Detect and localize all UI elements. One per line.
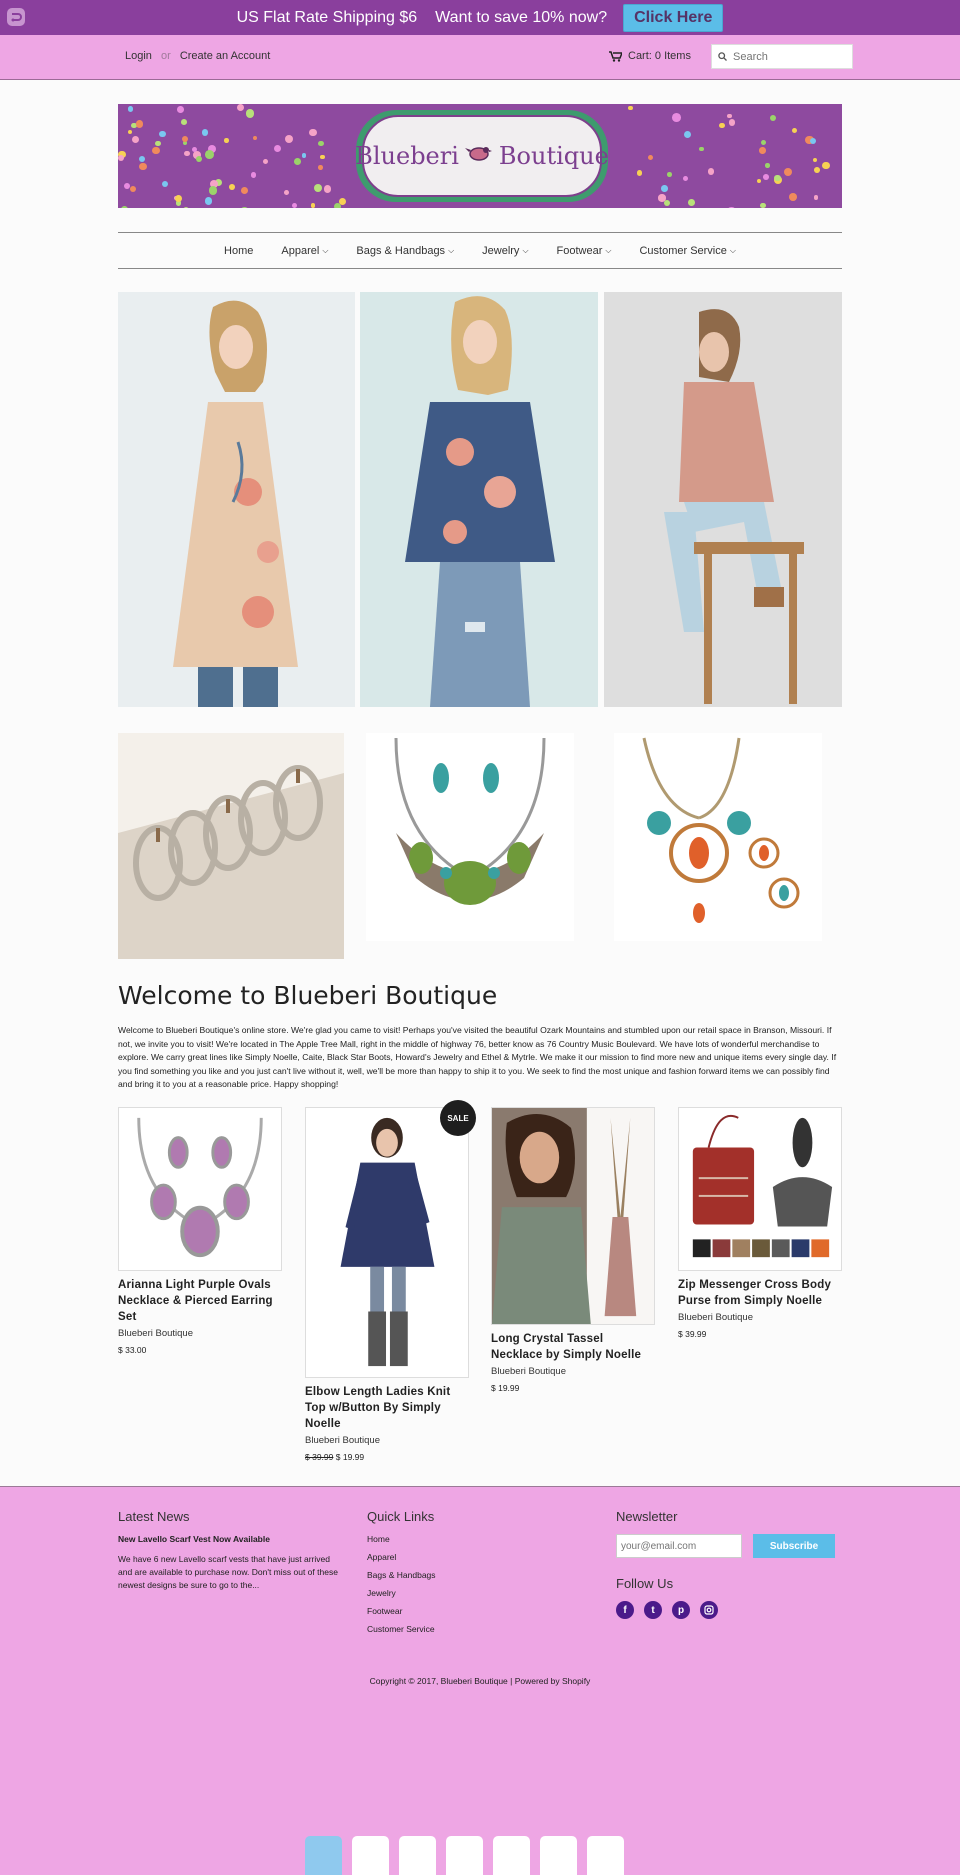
banner-dot bbox=[729, 119, 735, 125]
nav-jewelry-label: Jewelry bbox=[482, 244, 520, 257]
chevron-down-icon: ⌵ bbox=[448, 245, 455, 255]
payment-icon bbox=[493, 1836, 530, 1875]
banner-dot bbox=[184, 151, 190, 157]
product-image[interactable] bbox=[491, 1107, 655, 1325]
banner-dot bbox=[763, 174, 769, 180]
green-necklace-image[interactable] bbox=[366, 733, 574, 941]
store-banner[interactable] bbox=[118, 104, 842, 208]
banner-dot bbox=[263, 159, 269, 165]
banner-dot bbox=[684, 131, 691, 138]
nav-bags[interactable] bbox=[356, 245, 454, 257]
footer-link-footwear[interactable]: Footwear bbox=[367, 1606, 403, 1616]
banner-dot bbox=[324, 185, 331, 192]
search-input[interactable] bbox=[733, 51, 843, 63]
payment-icon bbox=[446, 1836, 483, 1875]
latest-news-heading: Latest News bbox=[118, 1509, 190, 1524]
banner-dot bbox=[224, 138, 229, 143]
hero-image-floral-tunic[interactable] bbox=[118, 292, 355, 707]
product-card[interactable] bbox=[678, 1107, 842, 1339]
chevron-down-icon: ⌵ bbox=[322, 245, 329, 255]
newsletter-heading: Newsletter bbox=[616, 1509, 678, 1524]
email-field[interactable] bbox=[616, 1534, 742, 1558]
product-price: $ 33.00 bbox=[118, 1345, 147, 1355]
subscribe-button[interactable]: Subscribe bbox=[753, 1534, 835, 1558]
banner-dot bbox=[241, 207, 247, 209]
banner-dot bbox=[118, 155, 124, 161]
banner-dot bbox=[285, 135, 293, 143]
banner-dot bbox=[760, 203, 766, 208]
facebook-icon[interactable]: f bbox=[616, 1601, 634, 1619]
quick-links-section bbox=[367, 1509, 436, 1642]
banner-dot bbox=[810, 138, 816, 144]
payment-icon bbox=[540, 1836, 577, 1875]
banner-dot bbox=[708, 168, 715, 175]
banner-dot bbox=[132, 136, 139, 143]
chevron-down-icon: ⌵ bbox=[729, 245, 736, 255]
nav-apparel-label: Apparel bbox=[281, 244, 320, 257]
footer-link-customer-service[interactable]: Customer Service bbox=[367, 1624, 435, 1634]
nav-footwear[interactable] bbox=[557, 245, 612, 257]
newsletter-section bbox=[616, 1509, 835, 1619]
logo-text-left: Blueberi bbox=[355, 142, 459, 170]
banner-dot bbox=[251, 172, 256, 177]
banner-dot bbox=[339, 198, 346, 205]
footer-link-home[interactable]: Home bbox=[367, 1534, 390, 1544]
copyright-text: Copyright © 2017, Blueberi Boutique | Powered by Shopify bbox=[369, 1676, 591, 1686]
banner-dot bbox=[757, 179, 761, 183]
banner-dot bbox=[309, 129, 317, 137]
banner-dot bbox=[152, 147, 159, 154]
promo-bar bbox=[0, 0, 960, 35]
hero-image-blush-top[interactable] bbox=[604, 292, 842, 707]
site-footer bbox=[0, 1486, 960, 1875]
follow-us-heading: Follow Us bbox=[616, 1576, 674, 1591]
news-post-title[interactable]: New Lavello Scarf Vest Now Available bbox=[118, 1534, 270, 1544]
create-account-link[interactable]: Create an Account bbox=[179, 50, 271, 62]
footer-link-jewelry[interactable]: Jewelry bbox=[367, 1588, 396, 1598]
product-image[interactable] bbox=[678, 1107, 842, 1271]
banner-dot bbox=[205, 197, 212, 204]
banner-dot bbox=[727, 207, 735, 208]
app-logo-icon bbox=[7, 8, 25, 26]
nav-home-label: Home bbox=[224, 244, 254, 257]
social-links bbox=[616, 1601, 835, 1619]
product-vendor: Blueberi Boutique bbox=[678, 1312, 753, 1323]
product-name[interactable]: Elbow Length Ladies Knit Top w/Button By Simply Noelle bbox=[305, 1386, 451, 1430]
nav-jewelry[interactable] bbox=[482, 245, 528, 257]
banner-dot bbox=[664, 200, 670, 206]
banner-dot bbox=[284, 190, 289, 195]
banner-dot bbox=[130, 186, 136, 192]
banner-dot bbox=[759, 147, 765, 153]
banner-dot bbox=[128, 130, 133, 135]
banner-dot bbox=[672, 113, 681, 122]
login-link[interactable]: Login bbox=[125, 50, 152, 62]
banner-dot bbox=[229, 184, 235, 190]
payment-icon bbox=[352, 1836, 389, 1875]
banner-dot bbox=[814, 195, 819, 200]
banner-dot bbox=[770, 115, 776, 121]
banner-dot bbox=[320, 155, 324, 159]
banner-dot bbox=[202, 129, 208, 135]
payment-icon bbox=[399, 1836, 436, 1875]
bracelets-image[interactable] bbox=[118, 733, 344, 959]
product-price: $ 39.99 bbox=[678, 1329, 707, 1339]
banner-dot bbox=[699, 147, 703, 151]
product-sale-price: $ 19.99 bbox=[335, 1452, 365, 1462]
banner-dot bbox=[205, 150, 214, 159]
nav-footwear-label: Footwear bbox=[556, 244, 603, 257]
banner-dot bbox=[183, 207, 189, 208]
instagram-icon[interactable] bbox=[700, 1601, 718, 1619]
chevron-down-icon: ⌵ bbox=[522, 245, 529, 255]
welcome-title: Welcome to Blueberi Boutique bbox=[118, 981, 498, 1010]
banner-dot bbox=[784, 168, 792, 176]
logo-text-right: Boutique bbox=[498, 142, 609, 170]
banner-dot bbox=[727, 114, 732, 119]
banner-dot bbox=[241, 187, 248, 194]
banner-dot bbox=[253, 136, 257, 140]
product-name[interactable]: Long Crystal Tassel Necklace by Simply Noelle bbox=[491, 1333, 642, 1361]
cart-link[interactable] bbox=[609, 50, 691, 62]
cart-label: Cart: 0 Items bbox=[628, 50, 691, 62]
shipping-text: US Flat Rate Shipping $6 bbox=[236, 8, 418, 26]
save-text: Want to save 10% now? bbox=[435, 8, 608, 26]
product-name[interactable]: Zip Messenger Cross Body Purse from Simply Noelle bbox=[678, 1279, 832, 1307]
banner-dot bbox=[774, 175, 780, 181]
banner-dot bbox=[813, 158, 817, 162]
banner-dot bbox=[292, 203, 297, 208]
banner-dot bbox=[688, 199, 695, 206]
banner-dot bbox=[628, 106, 633, 111]
product-image[interactable] bbox=[305, 1107, 469, 1378]
product-card[interactable] bbox=[305, 1107, 469, 1462]
banner-dot bbox=[661, 185, 668, 192]
banner-dot bbox=[128, 106, 133, 111]
product-vendor: Blueberi Boutique bbox=[491, 1366, 566, 1377]
banner-dot bbox=[121, 206, 128, 208]
product-name[interactable]: Arianna Light Purple Ovals Necklace & Pierced Earring Set bbox=[118, 1279, 273, 1323]
banner-dot bbox=[761, 140, 766, 145]
banner-dot bbox=[155, 141, 161, 147]
banner-dot bbox=[667, 172, 672, 177]
latest-news-section bbox=[118, 1509, 343, 1592]
product-vendor: Blueberi Boutique bbox=[118, 1328, 193, 1339]
banner-dot bbox=[814, 167, 820, 173]
nav-home[interactable] bbox=[224, 245, 253, 257]
product-price: $ 19.99 bbox=[491, 1383, 520, 1393]
logo-plaque bbox=[356, 110, 608, 202]
product-vendor: Blueberi Boutique bbox=[305, 1435, 380, 1446]
orange-necklace-image[interactable] bbox=[614, 733, 822, 941]
banner-dot bbox=[196, 156, 202, 162]
payment-icon bbox=[305, 1836, 342, 1875]
product-card[interactable] bbox=[491, 1107, 655, 1393]
search-box[interactable] bbox=[711, 44, 853, 69]
or-text: or bbox=[160, 50, 171, 62]
banner-dot bbox=[139, 163, 147, 171]
twitter-icon[interactable]: t bbox=[644, 1601, 662, 1619]
product-price bbox=[305, 1452, 469, 1462]
banner-dot bbox=[237, 104, 244, 111]
payment-icon bbox=[587, 1836, 624, 1875]
quick-links-heading: Quick Links bbox=[367, 1509, 435, 1524]
chevron-down-icon: ⌵ bbox=[605, 245, 612, 255]
account-bar bbox=[0, 35, 960, 80]
banner-dot bbox=[294, 158, 301, 165]
banner-dot bbox=[162, 181, 168, 187]
product-old-price: $ 39.99 bbox=[305, 1452, 334, 1462]
banner-dot bbox=[318, 141, 324, 147]
footer-link-apparel[interactable]: Apparel bbox=[367, 1552, 397, 1562]
product-card[interactable] bbox=[118, 1107, 282, 1355]
banner-dot bbox=[792, 128, 798, 134]
nav-customer-service-label: Customer Service bbox=[639, 244, 727, 257]
banner-dot bbox=[637, 170, 642, 175]
banner-dot bbox=[302, 153, 306, 157]
banner-dot bbox=[177, 106, 184, 113]
banner-dot bbox=[182, 136, 188, 142]
nav-customer-service[interactable] bbox=[639, 245, 736, 257]
search-icon bbox=[718, 52, 727, 61]
banner-dot bbox=[139, 156, 145, 162]
welcome-text: Welcome to Blueberi Boutique's online store. We're glad you came to visit! Perhaps you've visited the beautiful Ozark Mountains and stumbled upon our retail space in Branson, Missouri. If not, we invite you to visit! We're located in The Apple Tree Mall, right in the middle of highway 76, better know as 76 Country Music Boulevard. We have lots of wonderful merchandise to explore. We carry great lines like Simply Noelle, Caite, Black Star Boots, Howard's Jewelry and Ethel & Mytrle. We make it our mission to find more new and unique items every single day. If you find something you like and you just can't live without it, well, we'll be more than happy to ship it to you. We seek to find the most unique and fashion forward items we can possibly find and bring it to you at a reasonable price. Happy shopping! bbox=[118, 1025, 837, 1089]
banner-dot bbox=[311, 203, 315, 207]
news-post-excerpt: We have 6 new Lavello scarf vests that have just arrived and are available to purchase now. Don't miss out of these newest designs be sure to go to the... bbox=[118, 1554, 338, 1590]
banner-dot bbox=[822, 162, 829, 169]
banner-dot bbox=[318, 165, 323, 170]
nav-apparel[interactable] bbox=[281, 245, 328, 257]
footer-link-bags[interactable]: Bags & Handbags bbox=[367, 1570, 436, 1580]
banner-dot bbox=[136, 120, 144, 128]
banner-dot bbox=[246, 109, 255, 118]
banner-dot bbox=[648, 155, 653, 160]
product-image[interactable] bbox=[118, 1107, 282, 1271]
main-nav bbox=[118, 232, 842, 269]
banner-dot bbox=[274, 145, 281, 152]
pinterest-icon[interactable]: p bbox=[672, 1601, 690, 1619]
sale-badge: SALE bbox=[440, 1100, 476, 1136]
banner-dot bbox=[719, 123, 725, 129]
banner-dot bbox=[789, 193, 797, 201]
banner-dot bbox=[683, 176, 688, 181]
cart-icon bbox=[609, 51, 622, 62]
hero-image-cold-shoulder-top[interactable] bbox=[360, 292, 598, 707]
banner-dot bbox=[181, 119, 187, 125]
click-here-button[interactable]: Click Here bbox=[623, 4, 723, 32]
banner-dot bbox=[765, 163, 769, 167]
nav-bags-label: Bags & Handbags bbox=[356, 244, 446, 257]
banner-dot bbox=[209, 186, 217, 194]
bird-logo-icon bbox=[465, 142, 493, 170]
banner-dot bbox=[159, 131, 165, 137]
banner-dot bbox=[314, 184, 322, 192]
